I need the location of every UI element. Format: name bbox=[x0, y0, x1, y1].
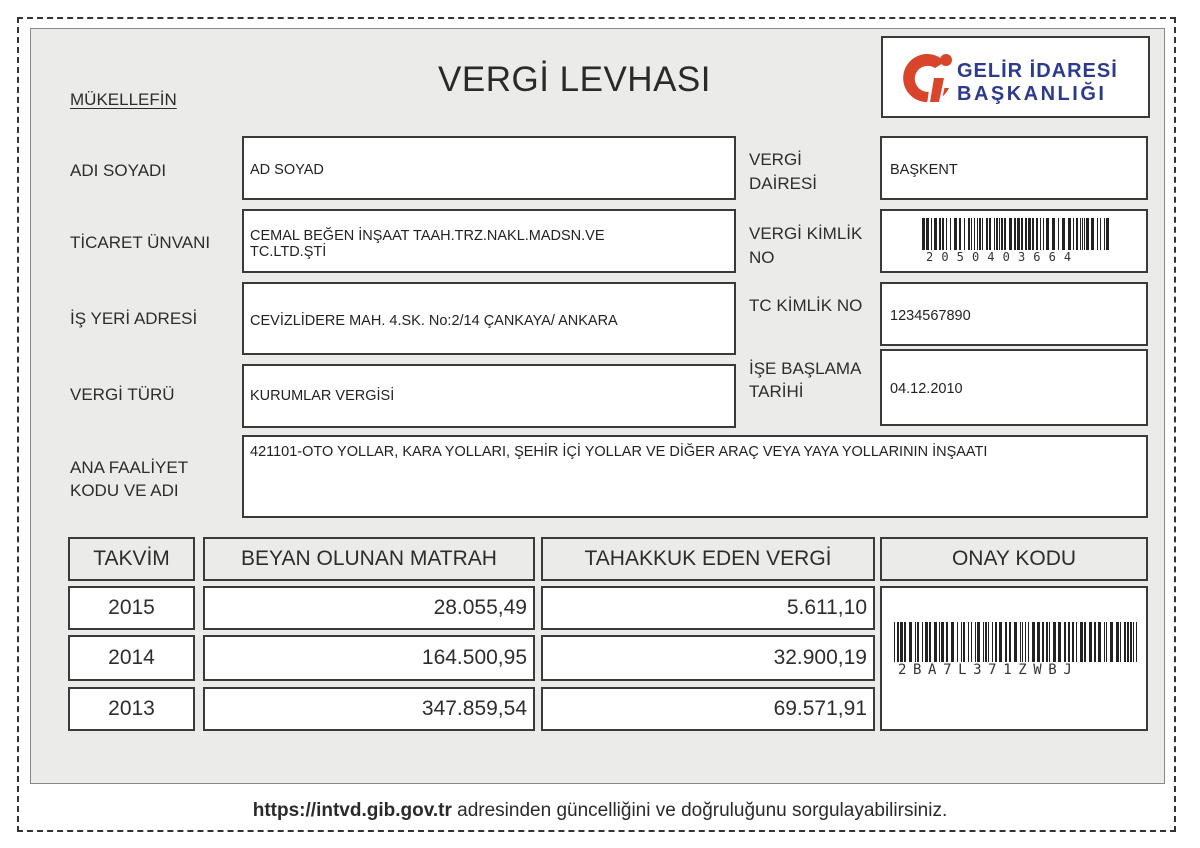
ticaret-unvani-value-2: TC.LTD.ŞTİ bbox=[250, 244, 327, 260]
tc-kimlik-no-value: 1234567890 bbox=[890, 308, 971, 324]
vergi-kimlik-no-field bbox=[880, 209, 1148, 273]
onay-kodu-field bbox=[880, 586, 1148, 731]
table-row-2015-matrah: 28.055,49 bbox=[203, 586, 535, 630]
vergi-dairesi-label-2: DAİRESİ bbox=[749, 174, 818, 193]
is-yeri-adresi-field bbox=[242, 282, 736, 355]
ticaret-unvani-value-1: CEMAL BEĞEN İNŞAAT TAAH.TRZ.NAKL.MADSN.VE bbox=[250, 228, 605, 244]
ise-baslama-label-1: İŞE BAŞLAMA bbox=[749, 359, 862, 378]
adi-soyadi-field bbox=[242, 136, 736, 200]
is-yeri-adresi-value: CEVİZLİDERE MAH. 4.SK. No:2/14 ÇANKAYA/ ANKARA bbox=[250, 313, 618, 329]
onay-kodu-value: 2BA7L371ZWBJ bbox=[898, 662, 1079, 678]
logo-line1: GELİR İDARESİ bbox=[957, 60, 1118, 82]
table-row-2015-takvim: 2015 bbox=[68, 586, 195, 630]
ise-baslama-value: 04.12.2010 bbox=[890, 381, 963, 397]
tc-kimlik-no-label: TC KİMLİK NO bbox=[749, 296, 863, 315]
table-row-2014-matrah: 164.500,95 bbox=[203, 635, 535, 681]
gib-logo-icon bbox=[901, 48, 961, 108]
header-takvim: TAKVİM bbox=[68, 537, 195, 581]
ana-faaliyet-label-1: ANA FAALİYET bbox=[70, 458, 189, 477]
adi-soyadi-label: ADI SOYADI bbox=[70, 161, 167, 180]
header-matrah: BEYAN OLUNAN MATRAH bbox=[203, 537, 535, 581]
logo-line2: BAŞKANLIĞI bbox=[957, 83, 1107, 105]
vergi-turu-value: KURUMLAR VERGİSİ bbox=[250, 388, 395, 404]
vergi-kimlik-no-barcode bbox=[922, 218, 1112, 250]
vergi-kimlik-no-label-1: VERGİ KİMLİK bbox=[749, 224, 863, 243]
vergi-dairesi-field bbox=[880, 136, 1148, 200]
table-row-2014-takvim: 2014 bbox=[68, 635, 195, 681]
adi-soyadi-value: AD SOYAD bbox=[250, 162, 324, 178]
table-row-2014-vergi: 32.900,19 bbox=[541, 635, 875, 681]
table-row-2013-matrah: 347.859,54 bbox=[203, 687, 535, 731]
footer-text: adresinden güncelliğini ve doğruluğunu sorgulayabilirsiniz. bbox=[451, 800, 948, 821]
vergi-kimlik-no-label-2: NO bbox=[749, 248, 775, 267]
ticaret-unvani-label: TİCARET ÜNVANI bbox=[70, 233, 211, 252]
table-row-2015-vergi: 5.611,10 bbox=[541, 586, 875, 630]
ana-faaliyet-value: 421101-OTO YOLLAR, KARA YOLLARI, ŞEHİR İÇİ YOLLAR VE DİĞER ARAÇ VEYA YAYA YOLLARININ İNŞAATI bbox=[250, 444, 988, 460]
footer-link[interactable]: https://intvd.gib.gov.tr bbox=[252, 800, 452, 821]
is-yeri-adresi-label: İŞ YERİ ADRESİ bbox=[70, 309, 198, 328]
footer-note bbox=[0, 800, 1200, 822]
vergi-kimlik-no-value: 2050403664 bbox=[926, 250, 1080, 264]
ana-faaliyet-label-2: KODU VE ADI bbox=[70, 481, 179, 500]
ticaret-unvani-field bbox=[242, 209, 736, 273]
header-onay-kodu: ONAY KODU bbox=[880, 537, 1148, 581]
gib-logo bbox=[881, 36, 1150, 118]
ise-baslama-label-2: TARİHİ bbox=[749, 382, 804, 401]
table-row-2013-vergi: 69.571,91 bbox=[541, 687, 875, 731]
ana-faaliyet-field bbox=[242, 435, 1148, 518]
ise-baslama-field bbox=[880, 349, 1148, 426]
header-vergi: TAHAKKUK EDEN VERGİ bbox=[541, 537, 875, 581]
vergi-turu-label: VERGİ TÜRÜ bbox=[70, 385, 175, 404]
vergi-dairesi-label-1: VERGİ bbox=[749, 150, 802, 169]
table-row-2013-takvim: 2013 bbox=[68, 687, 195, 731]
onay-kodu-barcode bbox=[894, 622, 1139, 662]
page-title: VERGİ LEVHASI bbox=[438, 60, 711, 99]
tc-kimlik-no-field bbox=[880, 282, 1148, 346]
section-label: MÜKELLEFİN bbox=[70, 90, 177, 109]
vergi-turu-field bbox=[242, 364, 736, 428]
vergi-dairesi-value: BAŞKENT bbox=[890, 162, 958, 178]
